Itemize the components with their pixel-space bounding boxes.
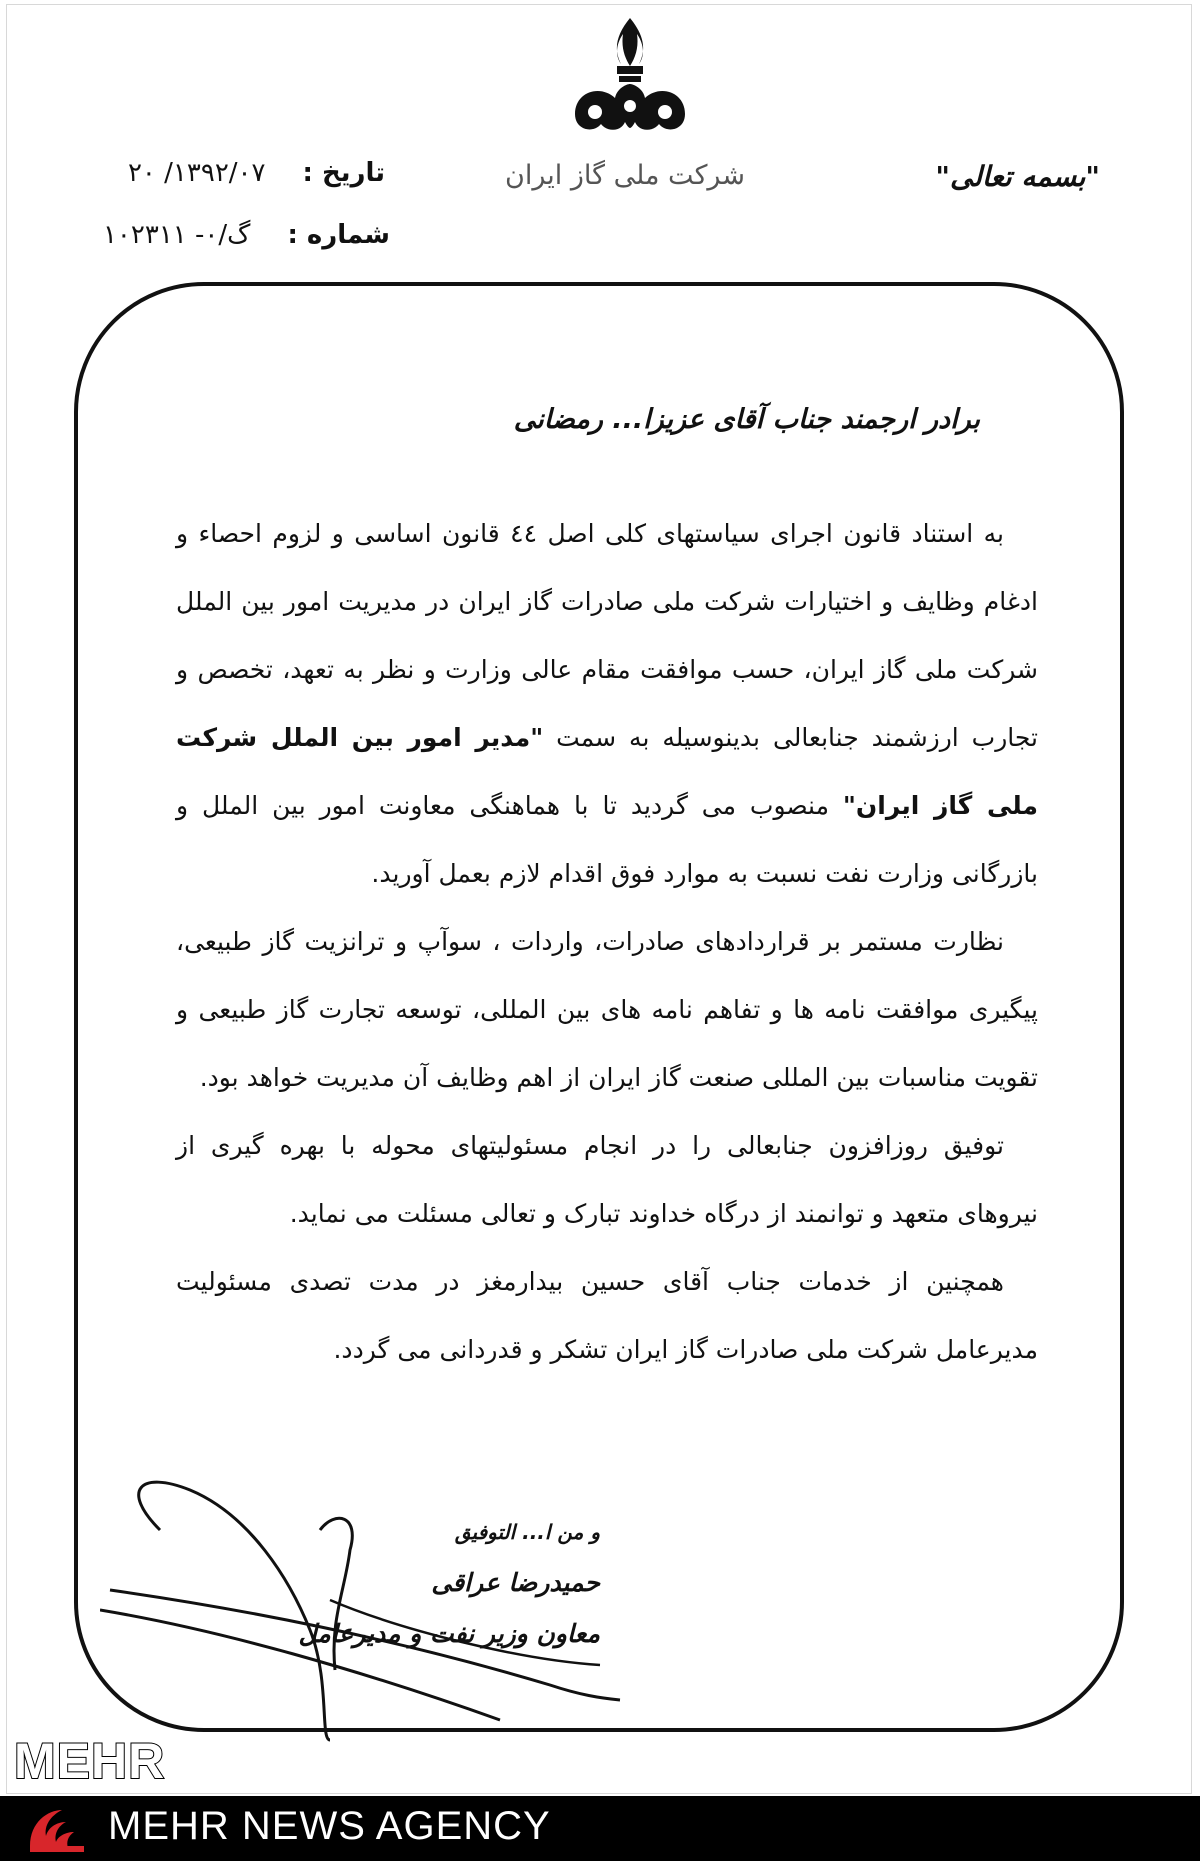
paragraph-3: توفیق روزافزون جنابعالی را در انجام مسئولیتهای محوله با بهره گیری از نیروهای متعهد و توانمند از درگاه خداوند تبارک و تعالی مسئلت می نماید. — [176, 1131, 1038, 1228]
salutation: برادر ارجمند جناب آقای عزیزا... رمضانی — [513, 404, 980, 435]
company-name: شرکت ملی گاز ایران — [505, 160, 745, 191]
bismillah-heading: "بسمه تعالی" — [935, 160, 1100, 193]
date-label: تاریخ : — [302, 158, 385, 188]
signatory-title: معاون وزیر نفت و مدیرعامل — [298, 1619, 600, 1648]
paragraph-2: نظارت مستمر بر قراردادهای صادرات، واردات ، سوآپ و ترانزیت گاز طبیعی، پیگیری موافقت نامه ها و تفاهم نامه های بین المللی، توسعه تجارت گاز طبیعی و تقویت مناسبات بین المللی صنعت گاز ایران از اهم وظایف آن مدیریت خواهد بود. — [176, 927, 1038, 1092]
paragraph-1 — [176, 500, 1038, 908]
signatory-name: حمیدرضا عراقی — [431, 1568, 600, 1597]
mehr-watermark: MEHR — [14, 1733, 166, 1789]
signature-block — [298, 1520, 600, 1648]
letter-body — [176, 500, 1038, 1384]
date-value: ۱۳۹۲/۰۷/ ۲۰ — [127, 158, 266, 188]
paragraph-1-intro: به استناد قانون اجرای سیاستهای کلی اصل ٤٤ قانون اساسی و لزوم احصاء و ادغام وظایف و اختیارات شرکت ملی صادرات گاز ایران در مدیریت امور بین الملل شرکت ملی گاز ایران، حسب موافقت مقام عالی وزارت و نظر به تعهد، تخصص و تجارب ارزشمند جنابعالی بدینوسیله به سمت — [176, 519, 1038, 752]
mehr-agency-icon — [22, 1802, 92, 1856]
agency-name: MEHR NEWS AGENCY — [108, 1804, 551, 1848]
number-label: شماره : — [287, 220, 390, 250]
number-row — [103, 220, 390, 250]
paragraph-4: همچنین از خدمات جناب آقای حسین بیدارمغز در مدت تصدی مسئولیت مدیرعامل شرکت ملی صادرات گاز ایران تشکر و قدردانی می گردد. — [176, 1267, 1038, 1364]
appointment-title: "مدیر امور بین الملل شرکت ملی گاز ایران" — [176, 723, 1038, 820]
agency-footer — [0, 1796, 1200, 1861]
nigc-flame-logo — [555, 14, 705, 144]
paragraph-1-rest: منصوب می گردید تا با هماهنگی معاونت امور بین الملل و بازرگانی وزارت نفت نسبت به موارد فوق اقدام لازم بعمل آورید. — [176, 791, 1038, 888]
signature-closing: و من ا... التوفیق — [454, 1520, 600, 1544]
number-value: گ/۰- ۱۰۲۳۱۱ — [102, 220, 251, 250]
date-row — [128, 158, 385, 188]
